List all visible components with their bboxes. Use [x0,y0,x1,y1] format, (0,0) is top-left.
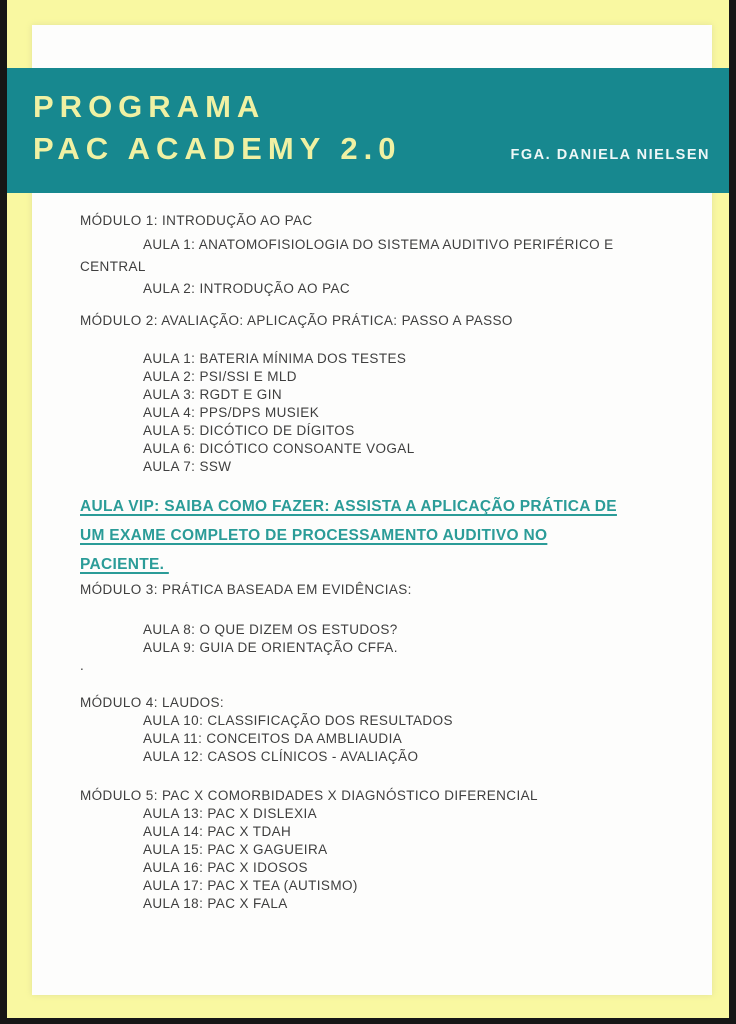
program-line: MÓDULO 2: AVALIAÇÃO: APLICAÇÃO PRÁTICA: PASSO A PASSO [80,313,513,328]
program-line: AULA 15: PAC X GAGUEIRA [143,842,328,857]
program-line: AULA 2: INTRODUÇÃO AO PAC [143,281,351,296]
program-line: AULA 6: DICÓTICO CONSOANTE VOGAL [143,441,415,456]
program-line: MÓDULO 5: PAC X COMORBIDADES X DIAGNÓSTICO DIFERENCIAL [80,788,538,803]
yellow-frame [7,0,729,1018]
title-line-1: PROGRAMA [33,89,266,124]
program-line: AULA 11: CONCEITOS DA AMBLIAUDIA [143,731,403,746]
vip-highlight-line: PACIENTE. [80,556,169,573]
program-line: AULA 4: PPS/DPS MUSIEK [143,405,320,420]
program-line: MÓDULO 4: LAUDOS: [80,695,225,710]
program-line: MÓDULO 1: INTRODUÇÃO AO PAC [80,213,313,228]
program-line: AULA 3: RGDT E GIN [143,387,282,402]
program-line: AULA 5: DICÓTICO DE DÍGITOS [143,423,355,438]
vip-highlight-line: AULA VIP: SAIBA COMO FAZER: ASSISTA A APLICAÇÃO PRÁTICA DE [80,498,617,515]
title-line-2: PAC ACADEMY 2.0 [33,131,402,166]
program-line: AULA 1: ANATOMOFISIOLOGIA DO SISTEMA AUDITIVO PERIFÉRICO E [143,237,614,252]
program-line: AULA 9: GUIA DE ORIENTAÇÃO CFFA. [143,640,398,655]
program-line: AULA 12: CASOS CLÍNICOS - AVALIAÇÃO [143,749,419,764]
program-list [80,212,655,913]
program-line: AULA 18: PAC X FALA [143,896,288,911]
program-line: AULA 13: PAC X DISLEXIA [143,806,318,821]
program-line: AULA 1: BATERIA MÍNIMA DOS TESTES [143,351,407,366]
program-line: CENTRAL [80,259,146,274]
program-line: AULA 7: SSW [143,459,232,474]
program-line: AULA 14: PAC X TDAH [143,824,292,839]
author-name: FGA. DANIELA NIELSEN [510,147,710,163]
program-line: MÓDULO 3: PRÁTICA BASEADA EM EVIDÊNCIAS: [80,582,412,597]
vip-highlight-line: UM EXAME COMPLETO DE PROCESSAMENTO AUDITIVO NO [80,527,548,544]
program-line: . [80,658,85,673]
header-banner [7,68,729,193]
program-line: AULA 10: CLASSIFICAÇÃO DOS RESULTADOS [143,713,453,728]
page-title [33,86,402,170]
program-line: AULA 2: PSI/SSI E MLD [143,369,297,384]
program-line: AULA 16: PAC X IDOSOS [143,860,308,875]
program-line: AULA 17: PAC X TEA (AUTISMO) [143,878,358,893]
program-line: AULA 8: O QUE DIZEM OS ESTUDOS? [143,622,398,637]
